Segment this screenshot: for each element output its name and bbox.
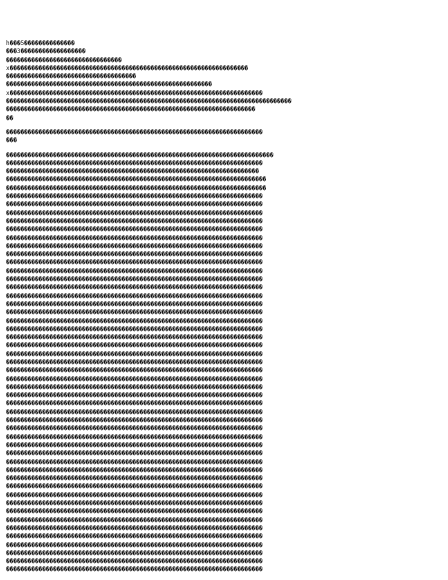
text-line: ����������������������������������������������������������������������� bbox=[6, 425, 263, 433]
text-line: ����������������������������������������������������������������������� bbox=[6, 128, 263, 136]
text-line: ����������������������������������������������������������������������� bbox=[6, 458, 263, 466]
text-line: ����������������������������������������������������������������������� bbox=[6, 350, 263, 358]
text-line: ����������������������������������������������������������������������� bbox=[6, 259, 263, 267]
text-line: ����������������������������������������������������������������������� bbox=[6, 267, 263, 275]
text-line: ����������������������������������������������������������������������� bbox=[6, 433, 263, 441]
text-line: �������������������������������� bbox=[6, 56, 122, 64]
text-line: x���������������������������������������������������������������������� bbox=[6, 89, 263, 97]
text-line: ����������������������������������������������������������������������� bbox=[6, 491, 263, 499]
text-line: ����������������������������������������������������������������������� bbox=[6, 417, 263, 425]
text-line: ����������������������������������������������������������������������� bbox=[6, 159, 263, 167]
text-line: ����������������������������������������������������������������������� bbox=[6, 367, 263, 375]
text-line: ����������������������������������������������������������������������� bbox=[6, 325, 263, 333]
text-line: ����������������������������������������������������������������������� bbox=[6, 483, 263, 491]
text-line: ����������������������������������������������������������������������� bbox=[6, 242, 263, 250]
text-line: ����������������������������������������������������������������������� bbox=[6, 209, 263, 217]
garbled-text-body bbox=[6, 40, 442, 575]
text-line: ����������������������������������������������������������������������� bbox=[6, 317, 263, 325]
text-line: ����������������������������������������������������������������������� bbox=[6, 251, 263, 259]
text-line: ����������������������������������������������������������������������� bbox=[6, 226, 263, 234]
text-line: ������������������������������������������������������������������������ bbox=[6, 176, 267, 184]
text-line: ����������������������������������������������������������������������� bbox=[6, 334, 263, 342]
text-line: ��������������������������������������������������������� bbox=[6, 81, 212, 89]
text-line: ����������������������������������������������������������������������� bbox=[6, 193, 263, 201]
text-line: ����������������������������������������������������������������������� bbox=[6, 358, 263, 366]
text-line: ����������������������������������������������������������������������� bbox=[6, 541, 263, 549]
text-line: ���������������������������������������������������������������������� bbox=[6, 168, 259, 176]
text-line: �� bbox=[6, 114, 14, 122]
text-line: ����������������������������������������������������������������������� bbox=[6, 466, 263, 474]
text-line: ����������������������������������������������������������������������� bbox=[6, 500, 263, 508]
text-line: ����������������������������������������������������������������������� bbox=[6, 276, 263, 284]
text-line: ����������������������������������������������������������������������� bbox=[6, 375, 263, 383]
text-line: �������������������������������������������������������������������������� bbox=[6, 151, 274, 159]
text-line: ����������������������������������������������������������������������� bbox=[6, 450, 263, 458]
text-line: ����������������������������������������������������������������������� bbox=[6, 441, 263, 449]
text-line: x������������������������������������������������������������������ bbox=[6, 64, 249, 72]
text-line: h���5�������������� bbox=[6, 40, 75, 47]
text-line: ����������������������������������������������������������������������� bbox=[6, 475, 263, 483]
text-line: ����������������������������������������������������������������������� bbox=[6, 217, 263, 225]
text-line: ����������������������������������������������������������������������� bbox=[6, 342, 263, 350]
text-line: ����������������������������������������������������������������������� bbox=[6, 284, 263, 292]
text-line: ��� bbox=[6, 137, 17, 145]
text-line: ����������������������������������������������������������������������� bbox=[6, 383, 263, 391]
text-line: ��������������������������������������������������������������������� bbox=[6, 106, 256, 114]
text-line: ����������������������������������������������������������������������� bbox=[6, 400, 263, 408]
text-line: ����������������������������������������������������������������������� bbox=[6, 516, 263, 524]
text-line: ����������������������������������������������������������������������� bbox=[6, 408, 263, 416]
text-line: ����������������������������������������������������������������������� bbox=[6, 300, 263, 308]
text-line: ����������������������������������������������������������������������� bbox=[6, 566, 263, 574]
text-line: ����������������������������������������������������������������������� bbox=[6, 508, 263, 516]
text-line: ���3������������������ bbox=[6, 48, 86, 56]
text-line: ����������������������������������������������������������������������� bbox=[6, 234, 263, 242]
text-line: ����������������������������������������������������������������������� bbox=[6, 309, 263, 317]
text-line: ����������������������������������������������������������������������� bbox=[6, 524, 263, 532]
text-line: ������������������������������������������������������������������������ bbox=[6, 184, 267, 192]
text-line: ������������������������������������������������������������������������������� bbox=[6, 98, 292, 106]
text-line: ������������������������������������ bbox=[6, 73, 137, 81]
text-line: ����������������������������������������������������������������������� bbox=[6, 549, 263, 557]
text-line: ����������������������������������������������������������������������� bbox=[6, 292, 263, 300]
text-line: ����������������������������������������������������������������������� bbox=[6, 558, 263, 566]
text-line: ����������������������������������������������������������������������� bbox=[6, 392, 263, 400]
text-line: ����������������������������������������������������������������������� bbox=[6, 201, 263, 209]
text-line: ����������������������������������������������������������������������� bbox=[6, 533, 263, 541]
